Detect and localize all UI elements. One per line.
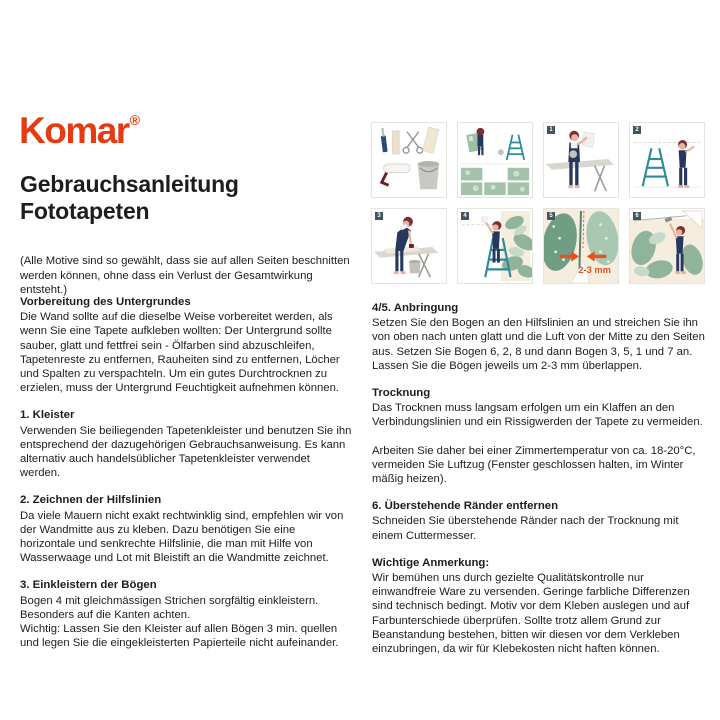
paste-sheet-illustration-icon [372,209,446,283]
section-trocknung [372,386,705,486]
section-kleister [20,408,353,480]
section-anbringung [372,301,705,373]
section-hilfslinien [20,493,353,565]
section-paragraph: Das Trocknen muss langsam erfolgen um ein Klaffen an den Verbindungslinien und ein Rissigwerden der Tapete zu vermeiden. [372,402,703,429]
panel-step-1 [543,122,619,198]
right-text-column [372,301,705,656]
section-heading: 2. Zeichnen der Hilfslinien [20,494,162,507]
section-einkleistern [20,578,353,650]
section-untergrund [20,295,353,395]
panel-step-2 [629,122,705,198]
panel-step-6 [629,208,705,284]
page-title [20,171,239,225]
overlap-measure-label: 2-3 mm [578,265,611,276]
panel-step-4 [457,208,533,284]
section-paragraph: Bogen 4 mit gleichmässigen Strichen sorgfältig einkleistern. Besonders auf die Kanten achten. [20,594,319,621]
step-badge: 4 [461,212,469,220]
step-badge: 6 [633,212,641,220]
panel-tools [371,122,447,198]
section-heading: 1. Kleister [20,409,75,422]
section-paragraph: Arbeiten Sie daher bei einer Zimmertemperatur von ca. 18-20°C, vermeiden Sie Luftzug (Fenster geschlossen halten, im Winter mäßig heizen). [372,444,696,486]
step-badge: 1 [547,126,555,134]
panel-step-3 [371,208,447,284]
section-heading: Wichtige Anmerkung: [372,556,490,569]
logo-text: Komar [19,110,129,151]
section-paragraph: Setzen Sie den Bogen an den Hilfslinien an und streichen Sie ihn von oben nach unten glatt und die Luft von der Mitte zu den Seiten aus. Setzen Sie Bogen 6, 2, 8 und dann Bogen 3, 5, 1 und 7 an. Lassen Sie die Bögen jeweils um 2-3 mm überlappen. [372,317,705,372]
section-paragraph: Schneiden Sie überstehende Ränder nach der Trocknung mit einem Cuttermesser. [372,515,679,542]
section-heading: Trocknung [372,387,431,400]
trim-edges-illustration-icon [630,209,704,283]
intro-note: (Alle Motive sind so gewählt, dass sie auf allen Seiten beschnitten werden können, ohne dass ein Verlust der Gesamtwirkung entsteht.) [20,255,350,297]
left-text-column [20,295,353,650]
step-badge: 5 [547,212,555,220]
title-line-1: Gebrauchsanleitung [20,171,239,197]
panel-step-5 [543,208,619,284]
title-line-2: Fototapeten [20,198,150,224]
panel-motif-layout [457,122,533,198]
tools-illustration-icon [372,123,446,197]
section-paragraph: Wir bemühen uns durch gezielte Qualitätskontrolle nur einwandfreie Ware zu versenden. Geringe farbliche Differenzen sind technisch bedingt. Motiv vor dem Kleben auslegen und auf Farbunterschiede überprüfen. Sollte trotz allem Grund zur Beanstandung bestehen, bitten wir diesen vor dem Verkleben einzubringen, da wir für Klebekosten nicht haften können. [372,572,690,656]
section-paragraph: Da viele Mauern nicht exakt rechtwinklig sind, empfehlen wir von der Wandmitte aus zu kleben. Dazu benötigen Sie eine horizontale und senkrechte Hilfslinie, die man mit Hilfe von Wasserwaage und Lot mit Bleistift an die Wandmitte zeichnet. [20,509,344,565]
section-paragraph: Verwenden Sie beiliegenden Tapetenkleister und benutzen Sie ihn entsprechend der dazugehörigen Gebrauchsanweisung. Es kann alternativ auch handelsüblicher Tapetenkleister verwendet werden. [20,424,352,480]
draw-guidelines-illustration-icon [630,123,704,197]
section-paragraph: Wichtig: Lassen Sie den Kleister auf allen Bögen 3 min. quellen und legen Sie die eingekleisterten Papierteile nicht aufeinander. [20,623,339,650]
section-heading: Vorbereitung des Untergrundes [20,296,191,308]
motif-layout-illustration-icon [458,123,532,197]
step-badge: 2 [633,126,641,134]
registered-mark: ® [129,112,141,128]
section-heading: 3. Einkleistern der Bögen [20,579,157,592]
section-heading: 6. Überstehende Ränder entfernen [372,500,559,513]
komar-logo [19,112,140,149]
hang-sheet-illustration-icon [458,209,532,283]
instruction-illustrations [371,122,705,284]
section-raender [372,499,705,543]
overlap-detail-illustration-icon [544,209,618,283]
section-anmerkung [372,556,705,656]
section-paragraph: Die Wand sollte auf die dieselbe Weise vorbereitet werden, als wenn Sie eine Tapete aufkleben wollten: Der Untergrund sollte sauber, glatt und fettfrei sein - Ölfarben sind abzuschleifen, Tapetenreste zu entfernen, Rauheiten sind zu entfernen, Löcher und Spalten zu verspachteln. Um ein gutes Durchtrocknen zu erzielen, muss der Untergrund Feuchtigkeit aufnehmen können. [20,311,340,395]
step-badge: 3 [375,212,383,220]
section-heading: 4/5. Anbringung [372,302,459,314]
prepare-sheet-illustration-icon [544,123,618,197]
